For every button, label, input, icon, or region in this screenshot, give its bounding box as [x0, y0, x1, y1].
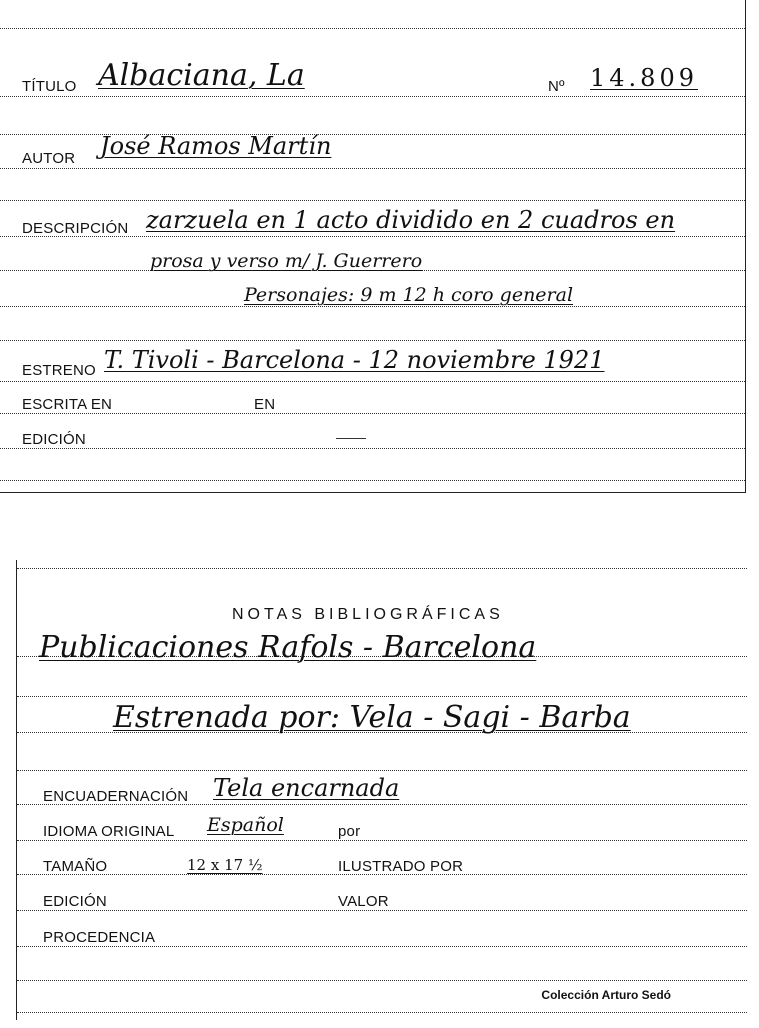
- rule-line: [0, 480, 745, 481]
- escrita-label: ESCRITA EN: [22, 396, 113, 413]
- encuadernacion-label: ENCUADERNACIÓN: [43, 788, 189, 805]
- pen-mark: [336, 438, 366, 439]
- idioma-value: Español: [207, 814, 284, 836]
- edicion-label: EDICIÓN: [22, 431, 86, 448]
- por-label: por: [338, 823, 361, 840]
- notas-heading: NOTAS BIBLIOGRÁFICAS: [232, 606, 504, 623]
- descripcion-line3: Personajes: 9 m 12 h coro general: [244, 284, 574, 306]
- notes-line2: Estrenada por: Vela - Sagi - Barba: [113, 700, 631, 735]
- tamano-label: TAMAÑO: [43, 858, 108, 875]
- collection-credit: Colección Arturo Sedó: [541, 988, 671, 1002]
- rule-line: [17, 980, 747, 981]
- rule-line: [17, 696, 747, 697]
- notes-line1: Publicaciones Rafols - Barcelona: [39, 630, 537, 665]
- descripcion-label: DESCRIPCIÓN: [22, 220, 129, 237]
- rule-line: [17, 946, 747, 947]
- rule-line: [0, 28, 745, 29]
- en-label: EN: [254, 396, 276, 413]
- edicion-label-bottom: EDICIÓN: [43, 893, 107, 910]
- rule-line: [0, 306, 745, 307]
- rule-line: [0, 96, 745, 97]
- rule-line: [17, 840, 747, 841]
- rule-line: [0, 413, 745, 414]
- titulo-label: TÍTULO: [22, 78, 77, 95]
- bottom-card: [16, 560, 747, 1020]
- rule-line: [0, 340, 745, 341]
- rule-line: [17, 568, 747, 569]
- descripcion-line1: zarzuela en 1 acto dividido en 2 cuadros en: [146, 206, 676, 234]
- numero-label: Nº: [548, 78, 565, 95]
- autor-value: José Ramos Martín: [100, 132, 332, 160]
- autor-label: AUTOR: [22, 150, 76, 167]
- procedencia-label: PROCEDENCIA: [43, 929, 156, 946]
- numero-value: 14.809: [590, 64, 698, 92]
- estreno-label: ESTRENO: [22, 362, 96, 379]
- valor-label: VALOR: [338, 893, 389, 910]
- titulo-value: Albaciana, La: [98, 58, 305, 93]
- rule-line: [0, 168, 745, 169]
- rule-line: [0, 200, 745, 201]
- ilustrado-label: ILUSTRADO POR: [338, 858, 464, 875]
- rule-line: [17, 770, 747, 771]
- tamano-value: 12 x 17 ½: [187, 856, 263, 874]
- rule-line: [0, 381, 745, 382]
- top-card: [0, 0, 746, 493]
- rule-line: [17, 910, 747, 911]
- idioma-label: IDIOMA ORIGINAL: [43, 823, 175, 840]
- rule-line: [0, 448, 745, 449]
- descripcion-line2: prosa y verso m/ J. Guerrero: [150, 250, 423, 272]
- estreno-value: T. Tivoli - Barcelona - 12 noviembre 1921: [104, 346, 605, 374]
- rule-line: [17, 1012, 747, 1013]
- encuadernacion-value: Tela encarnada: [213, 774, 400, 802]
